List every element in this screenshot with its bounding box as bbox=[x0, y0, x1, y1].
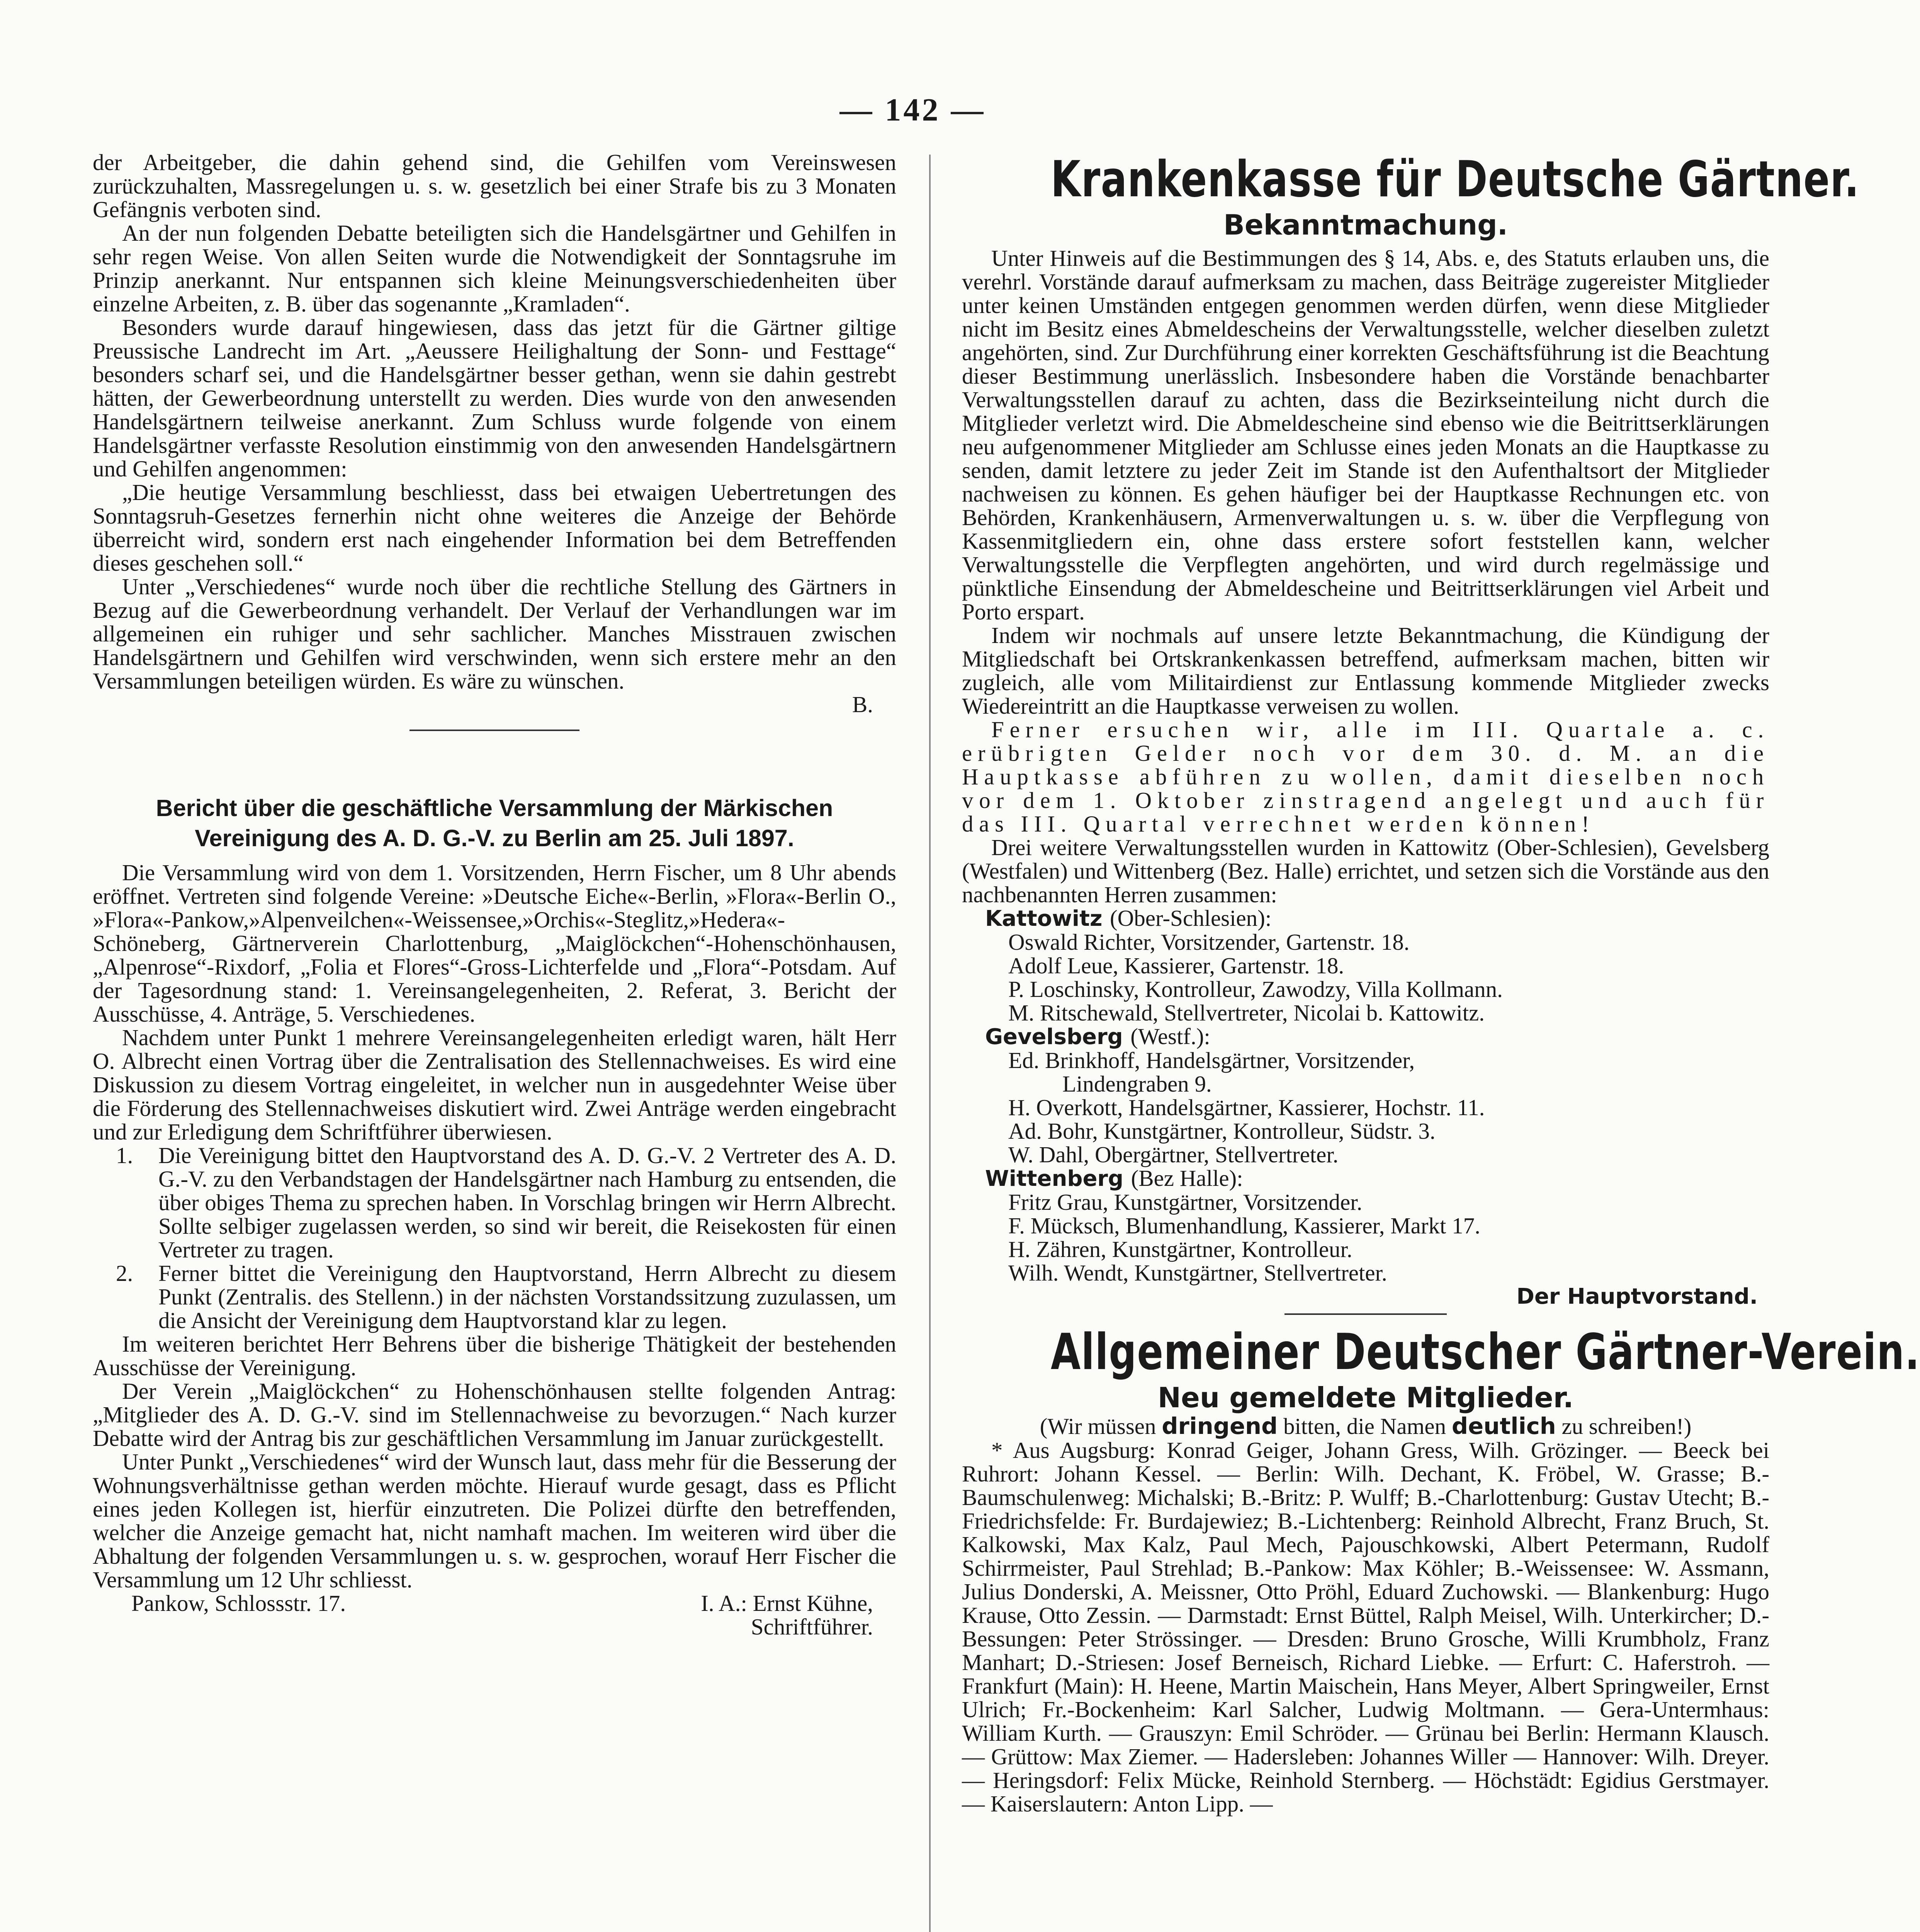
office-member: Adolf Leue, Kassierer, Gartenstr. 18. bbox=[1008, 953, 1344, 978]
paragraph: der Arbeitgeber, die dahin gehend sind, die Gehilfen vom Vereinswesen zurückzuhalten, Massregelungen u. s. w. gesetzlich bei einer Strafe bis zu 3 Monaten Gefängnis verboten sind. bbox=[93, 150, 896, 222]
paragraph: An der nun folgenden Debatte beteiligten sich die Handelsgärtner und Gehilfen in sehr regen Weise. Von allen Seiten wurde die Notwendigkeit der Sonntagsruhe im Prinzip anerkannt. Nur entspannen sich kleine Meinungsverschiedenheiten über einzelne Arbeiten, z. B. über das sogenannte „Kramladen“. bbox=[93, 220, 896, 316]
paragraph: „Die heutige Versammlung beschliesst, dass bei etwaigen Uebertretungen des Sonntagsruh-Gesetzes fernerhin nicht ohne weiteres die Anzeige der Behörde überreicht wird, sondern erst nach eingehender Information bei dem Betreffenden dieses geschehen soll.“ bbox=[93, 480, 896, 576]
paragraph: Unter Punkt „Verschiedenes“ wird der Wunsch laut, dass mehr für die Besserung der Wohnungsverhältnisse gethan werden möchte. Hierauf wurde gesagt, dass es Pflicht eines jeden Kollegen ist, hierfür einzutreten. Die Polizei dürfte den betreffenden, welcher die Anzeige gemacht hat, nicht namhaft machen. Im weiteren wird über die Abhaltung der folgenden Versammlungen u. s. w. gesprochen, worauf Herr Fischer die Versammlung um 12 Uhr schliesst. bbox=[93, 1449, 896, 1592]
page-number: — 142 — bbox=[839, 92, 986, 128]
paragraph: Unter „Verschiedenes“ wurde noch über die rechtliche Stellung des Gärtners in Bezug auf die Gewerbeordnung verhandelt. Der Verlauf der Verhandlungen war im allgemeinen ein ruhiger und sehr sachlicher. Manches Misstrauen zwischen Handelsgärtnern und Gehilfen wird verschwinden, wenn sich erstere mehr an den Versammlungen beteiligen würden. Es wäre zu wünschen. bbox=[93, 574, 896, 694]
left-column bbox=[93, 151, 896, 1639]
paragraph: Besonders wurde darauf hingewiesen, dass das jetzt für die Gärtner giltige Preussische Landrecht im Art. „Aeussere Heilighaltung der Sonn- und Festtage“ besonders scharf sei, und die Handelsgärtner besser gethan, wenn sie dahin gestrebt hätten, der Gewerbeordnung unterstellt zu werden. Dies wurde von den anwesenden Handelsgärtnern teilweise anerkannt. Zum Schluss wurde folgende von einem Handelsgärtner verfasste Resolution einstimmig von den anwesenden Handelsgärtnern und Gehilfen angenommen: bbox=[93, 315, 896, 481]
office-member: Ad. Bohr, Kunstgärtner, Kontrolleur, Südstr. 3. bbox=[1008, 1118, 1436, 1144]
office-member: Lindengraben 9. bbox=[1062, 1071, 1212, 1097]
intro-signature-row bbox=[93, 693, 896, 716]
office-region: (Ober-Schlesien): bbox=[1110, 905, 1272, 931]
office-member: Ed. Brinkhoff, Handelsgärtner, Vorsitzender, bbox=[1008, 1048, 1415, 1073]
paragraph: Nachdem unter Punkt 1 mehrere Vereinsangelegenheiten erledigt waren, hält Herr O. Albrecht einen Vortrag über die Zentralisation des Stellennachweises. Es wird eine Diskussion zu diesem Vortrag eingeleitet, in welcher nun in ausgedehnter Weise über die Förderung des Stellennachweises diskutiert wird. Zwei Anträge werden eingebracht und zur Erledigung dem Schriftführer überwiesen. bbox=[93, 1025, 896, 1145]
paragraph: Die Versammlung wird von dem 1. Vorsitzenden, Herrn Fischer, um 8 Uhr abends eröffnet. Vertreten sind folgende Vereine: »Deutsche Eiche«-Berlin, »Flora«-Berlin O., »Flora«-Pankow,»Alpenveilchen«-Weissensee,»Orchis«-Steglitz,»Hedera«-Schöneberg, Gärtnerverein Charlottenburg, „Maiglöckchen“-Hohenschönhausen, „Alpenrose“-Rixdorf, „Folia et Flores“-Gross-Lichterfelde und „Flora“-Potsdam. Auf der Tagesordnung stand: 1. Vereinsangelegenheiten, 2. Referat, 3. Bericht der Ausschüsse, 4. Anträge, 5. Verschiedenes. bbox=[93, 860, 896, 1027]
office-member: H. Overkott, Handelsgärtner, Kassierer, Hochstr. 11. bbox=[1008, 1095, 1485, 1120]
spaced-paragraph: Ferner ersuchen wir, alle im III. Quartale a. c. erübrigten Gelder noch vor dem 30. d. M. an die Hauptkasse abführen zu wollen, damit dieselben noch vor dem 1. Oktober zinstragend angelegt und auch für das III. Quartal verrechnet werden können! bbox=[962, 717, 1769, 837]
report-signature-row bbox=[93, 1592, 896, 1615]
instruction-note bbox=[962, 1414, 1769, 1439]
paragraph: Im weiteren berichtet Herr Behrens über die bisherige Thätigkeit der bestehenden Ausschüsse der Vereinigung. bbox=[93, 1331, 896, 1380]
report-title: Bericht über die geschäftliche Versammlung der Märkischen Vereinigung des A. D. G.-V. zu Berlin am 25. Juli 1897. bbox=[156, 795, 833, 851]
subhead-bekanntmachung: Bekanntmachung. bbox=[1223, 209, 1508, 241]
office-member: H. Zähren, Kunstgärtner, Kontrolleur. bbox=[1008, 1236, 1352, 1262]
motion-text: Ferner bittet die Vereinigung den Hauptvorstand, Herrn Albrecht zu diesem Punkt (Zentralis. des Stellenn.) in der nächsten Vorstandssitzung zuzulassen, um die Ansicht der Vereinigung dem Hauptvorstand klar zu legen. bbox=[158, 1260, 896, 1333]
paragraph: Indem wir nochmals auf unsere letzte Bekanntmachung, die Kündigung der Mitgliedschaft bei Ortskrankenkassen betreffend, aufmerksam machen, bitten wir zugleich, alle vom Militairdienst zur Entlassung kommende Mitglieder zwecks Wiedereintritt an die Hauptkasse verweisen zu wollen. bbox=[962, 622, 1769, 719]
note-emphasis: deutlich bbox=[1451, 1413, 1556, 1439]
office-region: (Westf.): bbox=[1130, 1024, 1210, 1049]
office-member: Wilh. Wendt, Kunstgärtner, Stellvertreter. bbox=[1008, 1260, 1387, 1286]
office-name: Kattowitz bbox=[985, 906, 1103, 931]
note-suffix: zu schreiben!) bbox=[1561, 1413, 1692, 1439]
section-rule bbox=[409, 730, 579, 731]
office-name: Wittenberg bbox=[985, 1166, 1124, 1191]
signature-place: Pankow, Schlossstr. 17. bbox=[131, 1590, 346, 1616]
note-prefix: (Wir müssen bbox=[1040, 1413, 1156, 1439]
right-column bbox=[962, 151, 1920, 1816]
office-member: Oswald Richter, Vorsitzender, Gartenstr. 18. bbox=[1008, 929, 1410, 955]
headline-gaertner-verein: Allgemeiner Deutscher Gärtner-Verein. bbox=[1050, 1323, 1920, 1381]
headline-krankenkasse: Krankenkasse für Deutsche Gärtner. bbox=[1050, 151, 1860, 208]
office-heading bbox=[985, 1167, 1769, 1190]
office-heading bbox=[985, 906, 1769, 930]
office-heading bbox=[985, 1025, 1769, 1049]
signature-role: Schriftführer. bbox=[751, 1614, 873, 1639]
motion-item bbox=[116, 1144, 896, 1262]
subhead-neue-mitglieder: Neu gemeldete Mitglieder. bbox=[1157, 1381, 1574, 1414]
paragraph: Der Verein „Maiglöckchen“ zu Hohenschönhausen stellte folgenden Antrag: „Mitglieder des A. D. G.-V. sind im Stellennachweise zu bevorzugen.“ Nach kurzer Debatte wird der Antrag bis zur geschäftlichen Versammlung im Januar zurückgestellt. bbox=[93, 1378, 896, 1451]
motion-number: 1. bbox=[116, 1143, 133, 1168]
members-list: * Aus Augsburg: Konrad Geiger, Johann Gress, Wilh. Grözinger. — Beeck bei Ruhrort: Johann Kessel. — Berlin: Wilh. Dechant, K. Fröbel, W. Grasse; B.-Baumschulenweg: Michalski; B.-Britz: P. Wulff; B.-Charlottenburg: Gustav Utecht; B.-Friedrichsfelde: Fr. Burdajewiez; B.-Lichtenberg: Reinhold Albrecht, Franz Bruch, St. Kalkowski, Max Kalz, Paul Mech, Pajouschkowski, Albert Petermann, Rudolf Schirrmeister, Paul Strehlad; B.-Pankow: Max Köhler; B.-Weissensee: W. Assmann, Julius Donderski, A. Meissner, Otto Pröhl, Eduard Zuchowski. — Blankenburg: Hugo Krause, Otto Zessin. — Darmstadt: Ernst Büttel, Ralph Meisel, Wilh. Unterkircher; D.-Bessungen: Peter Strössinger. — Dresden: Bruno Grosche, Willi Krumbholz, Franz Manhart; D.-Striesen: Josef Berneisch, Richard Liebke. — Erfurt: C. Haferstroh. — Frankfurt (Main): H. Heene, Martin Maischein, Hans Meyer, Albert Springweiler, Ernst Ulrich; Fr.-Bockenheim: Karl Salcher, Ludwig Moltmann. — Gera-Untermhaus: William Kurth. — Grauszyn: Emil Schröder. — Grünau bei Berlin: Hermann Klausch. — Grüttow: Max Ziemer. — Hadersleben: Johannes Willer — Hannover: Wilh. Dreyer. — Heringsdorf: Felix Mücke, Reinhold Sternberg. — Höchstädt: Egidius Gerstmayer. — Kaiserslautern: Anton Lipp. — bbox=[962, 1437, 1769, 1816]
office-member: F. Mücksch, Blumenhandlung, Kassierer, Markt 17. bbox=[1008, 1213, 1480, 1238]
note-emphasis: dringend bbox=[1162, 1413, 1278, 1439]
office-member: P. Loschinsky, Kontrolleur, Zawodzy, Villa Kollmann. bbox=[1008, 976, 1503, 1002]
office-member: W. Dahl, Obergärtner, Stellvertreter. bbox=[1008, 1142, 1339, 1167]
motion-text: Die Vereinigung bittet den Hauptvorstand des A. D. G.-V. 2 Vertreter des A. D. G.-V. zu den Verbandstagen der Handelsgärtner nach Hamburg zu entsenden, die über obiges Thema zu sprechen haben. In Vorschlag bringen wir Herrn Albrecht. Sollte selbiger zugelassen werden, so sind wir bereit, die Reisekosten für einen Vertreter zu tragen. bbox=[158, 1143, 896, 1262]
signature-name: I. A.: Ernst Kühne, bbox=[701, 1590, 873, 1616]
office-region: (Bez Halle): bbox=[1131, 1165, 1243, 1191]
office-member: Fritz Grau, Kunstgärtner, Vorsitzender. bbox=[1008, 1189, 1363, 1215]
column-divider bbox=[929, 155, 931, 1932]
motion-number: 2. bbox=[116, 1260, 133, 1286]
intro-signature: B. bbox=[852, 692, 873, 717]
report-signature-role-row bbox=[93, 1615, 896, 1639]
office-member: M. Ritschewald, Stellvertreter, Nicolai b. Kattowitz. bbox=[1008, 1000, 1485, 1026]
section-rule bbox=[1285, 1313, 1447, 1315]
paragraph: Unter Hinweis auf die Bestimmungen des § 14, Abs. e, des Statuts erlauben uns, die verehrl. Vorstände darauf aufmerksam zu machen, dass Beiträge zugereister Mitglieder unter keinen Umständen entgegen genommen werden dürfen, wenn diese Mitglieder nicht im Besitz eines Abmeldescheins der Verwaltungsstelle, welcher dieselben zuletzt angehörten, sind. Zur Durchführung einer korrekten Geschäftsführung ist die Beachtung dieser Bestimmung unerlässlich. Insbesondere haben die Vorstände benachbarter Verwaltungsstellen darauf zu achten, dass die Bezirkseinteilung nicht durch die Mitglieder verletzt wird. Die Abmeldescheine sind ebenso wie die Beitrittserklärungen neu aufgenommener Mitglieder am Schlusse eines jeden Monats an die Hauptkasse zu senden, damit letztere zu jeder Zeit im Stande ist den Aufenthaltsort der Mitglieder nachweisen zu können. Es gehen häufiger bei der Hauptkasse Rechnungen etc. von Behörden, Krankenhäusern, Armenverwaltungen u. s. w. über die Verpflegung von Kassenmitgliedern ein, ohne dass erstere sofort feststellen kann, welcher Verwaltungsstelle die Verpflegten angehörten, und wird durch regelmässige und pünktliche Einsendung der Abmeldescheine und Beitrittserklärungen viel Arbeit und Porto erspart. bbox=[962, 245, 1769, 624]
office-name: Gevelsberg bbox=[985, 1024, 1123, 1049]
motion-item bbox=[116, 1262, 896, 1332]
note-middle: bitten, die Namen bbox=[1283, 1413, 1446, 1439]
signoff: Der Hauptvorstand. bbox=[1516, 1284, 1758, 1309]
paragraph: Drei weitere Verwaltungsstellen wurden in Kattowitz (Ober-Schlesien), Gevelsberg (Westfalen) und Wittenberg (Bez. Halle) errichtet, und setzen sich die Vorstände aus den nachbenannten Herren zusammen: bbox=[962, 835, 1769, 907]
